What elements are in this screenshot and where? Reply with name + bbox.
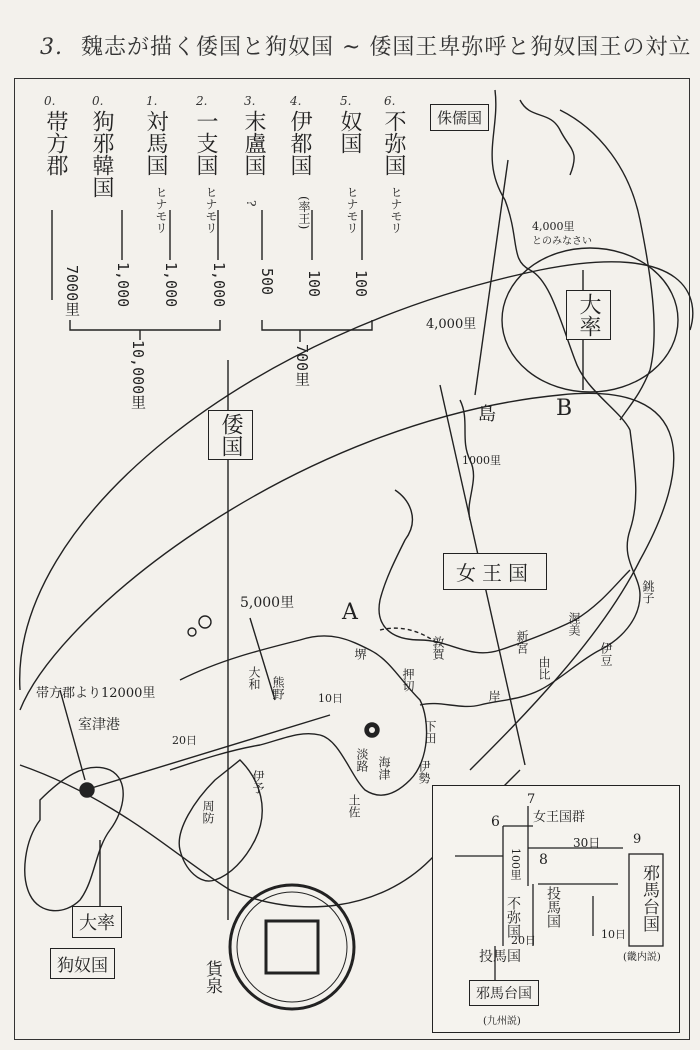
route-name-ito: 伊都国 — [287, 110, 312, 176]
label-kumano: 熊野 — [271, 676, 285, 700]
marker-murotsu — [80, 783, 94, 797]
title-text: 魏志が描く倭国と狗奴国 ~ 倭国王卑弥呼と狗奴国王の対立 — [81, 35, 692, 60]
label-tsuruga: 敦賀 — [431, 636, 445, 660]
label-kishi: 岸 — [487, 690, 501, 702]
route-dist-taiho: 7000里 — [63, 265, 81, 317]
route-sub-matsura: ? — [244, 200, 258, 207]
bracket-10000 — [70, 320, 220, 330]
label-dist-1000: 1000里 — [462, 454, 501, 467]
route-name-iki: 一支国 — [193, 110, 218, 176]
label-point-a: A — [342, 600, 358, 625]
inset-kinai-note: (畿内説) — [623, 952, 661, 963]
inset-diagram — [432, 785, 680, 1033]
label-days-10: 10日 — [318, 692, 343, 705]
inset-kyushu-note: (九州説) — [483, 1016, 521, 1027]
label-atsumi: 渥美 — [567, 612, 581, 636]
route-name-tsushima: 対馬国 — [143, 110, 168, 176]
island-oki — [199, 616, 211, 628]
label-murotsu: 室津港 — [78, 717, 120, 733]
inset-days-10: 10日 — [601, 928, 626, 941]
label-izu: 伊豆 — [599, 642, 613, 666]
route-sub-iki: ヒナモリ — [204, 186, 218, 234]
label-dist-4000-top-sub: とのみなさい — [532, 236, 592, 247]
coast-tohoku-west — [492, 90, 630, 430]
label-choshi: 銚子 — [641, 580, 655, 604]
label-point-b: B — [556, 396, 573, 421]
route-sub-tsushima: ヒナモリ — [154, 186, 168, 234]
label-shimoda: 下田 — [423, 720, 437, 744]
route-name-matsura: 末盧国 — [241, 110, 266, 176]
label-ise: 伊勢 — [417, 760, 431, 784]
route-total-10000: 10,000里 — [129, 340, 147, 410]
inset-fumi: 不弥国 — [505, 896, 521, 938]
label-wakoku: 倭国 — [208, 410, 253, 460]
route-num-2: 2. — [196, 94, 208, 108]
label-yui: 由比 — [537, 656, 551, 680]
label-shukkai: 侏儒国 — [430, 104, 489, 131]
inset-num-6: 6 — [491, 814, 500, 830]
route-sub-ito: (率王) — [297, 196, 311, 230]
route-total-700: 700里 — [293, 344, 311, 387]
coast-hokkaido — [520, 100, 574, 175]
label-iyo: 伊予 — [251, 770, 265, 794]
route-dist-matsura: 1,000 — [210, 262, 228, 308]
route-4000 — [475, 160, 508, 395]
route-dist-fumi: 100 — [352, 270, 370, 298]
route-name-na: 奴国 — [337, 110, 362, 154]
route-dist-tsushima: 1,000 — [114, 262, 132, 308]
route-arrow-east — [85, 715, 330, 790]
label-kunakoku: 狗奴国 — [50, 948, 115, 979]
inset-dist-100: 100里 — [509, 848, 522, 880]
label-yamatoko: 大和 — [247, 666, 261, 690]
label-kaizu: 海津 — [377, 756, 391, 780]
route-num-4: 4. — [290, 94, 302, 108]
inset-label-jookoku: 女王国群 — [533, 810, 586, 825]
label-daisotsu-top: 大率 — [566, 290, 611, 340]
inset-toma2: 投馬国 — [479, 949, 521, 965]
route-num-5: 5. — [340, 94, 352, 108]
route-arrow-south — [60, 690, 85, 780]
label-dist-4000: 4,000里 — [426, 317, 477, 332]
label-jookoku: 女王国 — [443, 553, 547, 590]
label-kasen: 貨泉 — [202, 960, 222, 994]
label-suo: 周防 — [201, 800, 215, 824]
inset-num-7: 7 — [527, 792, 536, 807]
route-sub-fumi: ヒナモリ — [389, 186, 403, 234]
label-oshiki: 押切 — [401, 668, 415, 692]
label-from-taiho: 帯方郡より12000里 — [36, 686, 156, 701]
route-num-0: 0. — [44, 94, 56, 108]
label-shingu: 新宮 — [515, 630, 529, 654]
inset-yamatai-kyushu: 邪馬台国 — [469, 980, 539, 1006]
inset-days-20: 20日 — [511, 934, 536, 947]
inset-toma: 投馬国 — [545, 886, 561, 928]
inset-num-8: 8 — [539, 852, 548, 868]
route-dist-iki: 1,000 — [162, 262, 180, 308]
route-sub-na: ヒナモリ — [345, 186, 359, 234]
route-num-1: 1. — [146, 94, 158, 108]
route-num-0b: 0. — [92, 94, 104, 108]
inset-days-30: 30日 — [573, 836, 601, 850]
inset-num-9: 9 — [633, 832, 642, 847]
inset-yamatai-kinai: 邪馬台国 — [639, 864, 659, 932]
label-dist-4000-top: 4,000里 — [532, 220, 575, 233]
label-days-20: 20日 — [172, 734, 197, 747]
route-dist-ito: 500 — [258, 268, 276, 296]
label-island: 島 — [478, 404, 496, 425]
route-name-fumi: 不弥国 — [381, 110, 406, 176]
label-tosa: 土佐 — [347, 794, 361, 818]
route-num-6: 6. — [384, 94, 396, 108]
route-dist-na: 100 — [305, 270, 323, 298]
label-dist-5000: 5,000里 — [240, 595, 295, 611]
coast-kyushu — [25, 767, 123, 910]
coin-hole — [266, 921, 318, 973]
title-number: 3. — [40, 35, 63, 60]
route-name-kuya: 狗邪韓国 — [89, 110, 114, 198]
route-name-taiho: 帯方郡 — [43, 110, 68, 176]
coin-outer — [230, 885, 354, 1009]
label-daisotsu-bottom: 大率 — [72, 906, 122, 938]
label-awaji: 淡路 — [355, 748, 369, 772]
label-sakai: 堺 — [353, 648, 367, 660]
route-num-3: 3. — [244, 94, 256, 108]
